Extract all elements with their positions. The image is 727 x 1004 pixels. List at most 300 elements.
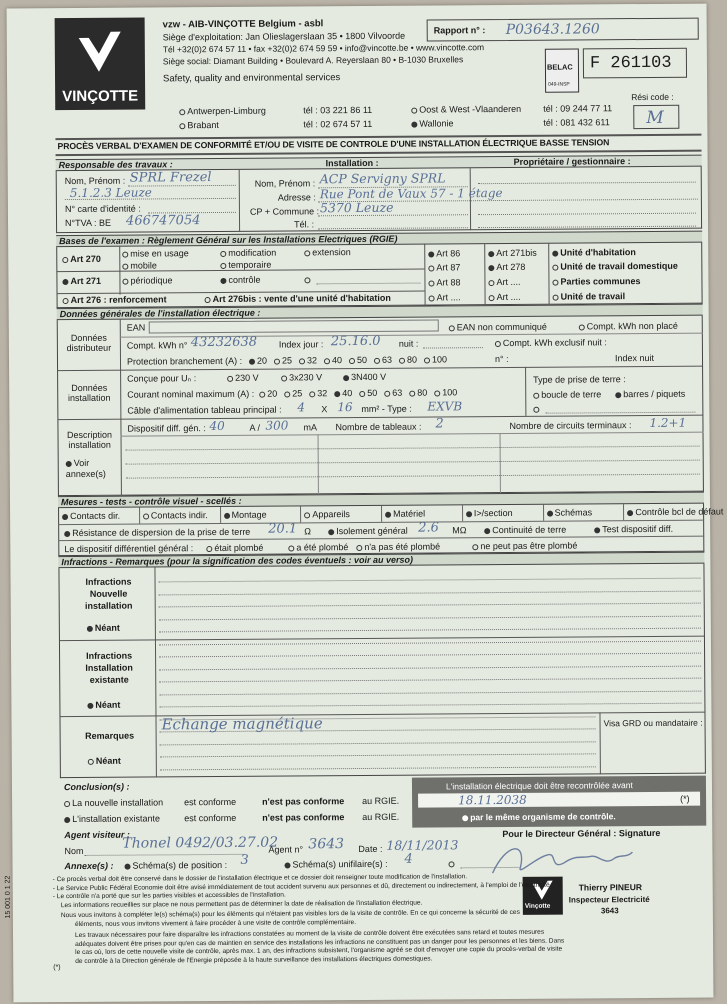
radio-icon (274, 359, 280, 365)
neant-label: Néant (95, 755, 121, 766)
office-name: Antwerpen-Limburg (187, 105, 266, 117)
bases-header: Bases de l'examen : Règlement Général sur les Installations Electriques (RGIE) (56, 231, 702, 248)
footer-line: adéquates doivent être prises pour qu'en cas de maintien en service des installations les infractions ne constituent pas un danger pour les personnes et les biens. Dans (75, 937, 565, 948)
nb-circuits-label: Nombre de circuits terminaux : (509, 420, 632, 431)
radio-checked-icon (552, 251, 558, 257)
form-number-box (583, 48, 687, 79)
radio-icon (553, 295, 559, 301)
radio-icon (281, 376, 287, 382)
installation-label: Installation : (325, 157, 379, 169)
mesure-item[interactable] (547, 507, 593, 518)
nuit-label: nuit : (398, 338, 419, 349)
infraction-line (159, 703, 701, 708)
footer-line: - Le Service Public Fédéral Economie doit être avisé immédiatement de tout accident survenu aux personnes et dû, directement ou indirectement, à l'emploi de l'électricité. (52, 881, 552, 892)
concl-existante-rgie: au RGIE. (362, 811, 400, 822)
protection-option-32[interactable] (299, 355, 317, 366)
art-other-2[interactable] (488, 277, 520, 288)
cable-n-value: 4 (297, 400, 306, 415)
inst-adresse-value: Rue Pont de Vaux 57 - 1 étage (319, 185, 503, 202)
mesure-item[interactable] (627, 506, 723, 518)
unite-hab-label: Unité d'habitation (560, 247, 636, 258)
resistance-option[interactable] (64, 527, 250, 539)
inst-cp-label: CP + Commune : (249, 206, 320, 217)
radio-checked-icon (627, 510, 633, 516)
recontrole-date-value: 18.11.2038 (458, 792, 527, 808)
mise-option[interactable] (122, 248, 189, 259)
inspector-stamp (521, 870, 653, 919)
footer-line: Nous vous invitons à compléter le(s) schéma(s) pour les éléments qui n'étaient pas visibles lors de la visite de contrôle. En ce qui concerne la sécurité de ces (60, 908, 520, 919)
disp-ma-unit: mA (303, 422, 318, 433)
unite-dom-option[interactable] (552, 261, 678, 273)
agent-nom-line (84, 854, 244, 856)
pas-plombe-label: n'a pas été plombé (364, 541, 441, 552)
schema-uni-label: Schéma(s) unifilaire(s) : (292, 858, 388, 870)
radio-icon (428, 280, 434, 286)
unite-dom-label: Unité de travail domestique (560, 260, 678, 272)
radio-icon (284, 391, 290, 397)
radio-icon (122, 264, 128, 270)
protection-option-20[interactable] (249, 356, 267, 367)
agent-num-label: Agent n° (268, 844, 304, 855)
inst-adresse-label: Adresse : (277, 192, 316, 203)
infr-existante-neant[interactable] (87, 700, 120, 711)
protection-value-label: 20 (256, 355, 268, 366)
resp-nom2-value: 5.1.2.3 Leuze (69, 185, 152, 201)
compt-value: 43232638 (190, 334, 258, 351)
radio-icon (227, 376, 233, 382)
company-tagline: Safety, quality and environmental services (162, 72, 341, 85)
radio-icon (304, 250, 310, 256)
boucle-label: boucle de terre (541, 389, 602, 400)
pas-plombe-option[interactable] (356, 541, 440, 553)
mesure-divider (623, 504, 624, 520)
index-nuit-label: Index nuit (614, 352, 655, 364)
mesure-item-label: Schémas (554, 507, 593, 518)
courant-value-label: 32 (317, 388, 328, 399)
radio-icon (288, 545, 294, 551)
mesure-item-label: Montage (231, 509, 267, 520)
recontrole-date-field[interactable] (418, 792, 700, 808)
infr-existante-label: Infractions Installation existante (85, 650, 133, 685)
art-dots-label: Art .... (496, 291, 521, 303)
infraction-line (159, 678, 701, 683)
rapport-box (427, 18, 699, 42)
cable-unit-label: mm² - Type : (361, 403, 412, 414)
protection-option-63[interactable] (374, 355, 392, 366)
infraction-line (160, 766, 596, 770)
radio-icon (424, 358, 430, 364)
footer-line: le cas où, lors de cette nouvelle visite de contrôle, après max. 1 an, des infractions subsistent, l'organisme agréé se doit d'envoyer une copie du procès-verbal de visite (75, 945, 563, 956)
mesure-item-label: Appareils (312, 509, 350, 520)
art271-option[interactable] (62, 276, 101, 287)
extension-option[interactable] (304, 247, 351, 258)
schema-pos-option[interactable] (124, 860, 227, 872)
cable-mm-value: 16 (337, 400, 353, 415)
test-disp-option[interactable] (594, 524, 673, 536)
unite-trav-option[interactable] (553, 291, 626, 303)
radio-checked-icon (488, 265, 494, 271)
office-name: Brabant (187, 119, 219, 131)
concl-nouvelle-label: La nouvelle installation (72, 797, 164, 809)
description-label: Description installation (66, 429, 113, 451)
compt-non-option[interactable] (579, 321, 678, 333)
rapport-label: Rapport n° : (433, 25, 486, 36)
nb-circuits-value: 1.2+1 (649, 415, 687, 430)
radio-checked-icon (615, 392, 621, 398)
mesure-item[interactable] (224, 510, 267, 521)
infraction-line (160, 753, 596, 757)
infraction-line (159, 590, 701, 595)
radio-checked-icon (125, 864, 131, 870)
office-name: Oost & West -Vlaanderen (419, 103, 522, 115)
art87-option[interactable] (428, 262, 460, 273)
cable-x-label: X (321, 404, 328, 415)
resistance-value: 20.1 (268, 521, 298, 537)
rapport-value: P03643.1260 (505, 21, 600, 38)
plombe-label: était plombé (214, 542, 264, 554)
courant-option-100[interactable] (434, 387, 457, 398)
infraction-line (159, 690, 701, 695)
resi-box (633, 105, 679, 129)
courant-option-20[interactable] (259, 389, 277, 400)
infraction-line (159, 603, 701, 608)
mesure-item-label: Matériel (393, 508, 426, 519)
company-address2: Siège social: Diamant Building • Boulevard A. Reyerslaan 80 • B-1030 Bruxelles (162, 54, 464, 67)
concl-nouvelle-pas-conforme: n'est pas conforme (262, 796, 345, 807)
ean-non-label: EAN non communiqué (456, 321, 547, 333)
boucle-option[interactable] (533, 389, 601, 400)
courant-option-50[interactable] (359, 388, 377, 399)
radio-icon (304, 277, 310, 283)
art-other-1[interactable] (429, 292, 461, 303)
belac-badge (545, 48, 579, 92)
meme-org-label: par le même organisme de contrôle. (470, 811, 616, 823)
ean-non-option[interactable] (449, 322, 547, 334)
courant-option-25[interactable] (284, 388, 302, 399)
index-jour-value: 25.16.0 (330, 333, 381, 350)
protection-option-80[interactable] (399, 355, 417, 366)
radio-checked-icon (249, 359, 255, 365)
voir-option[interactable] (66, 458, 120, 480)
concl-nouvelle-option[interactable] (64, 797, 163, 809)
mohm-unit: MΩ (452, 525, 467, 536)
periodique-option[interactable] (122, 275, 172, 286)
mesure-item[interactable] (466, 508, 513, 519)
radio-checked-icon (466, 511, 472, 517)
remarques-value: Echange magnétique (161, 714, 323, 734)
prise-other-option[interactable] (533, 404, 541, 415)
infraction-line (159, 615, 701, 620)
radio-icon (495, 341, 501, 347)
radio-icon (489, 295, 495, 301)
concue-label: Conçue pour Uₙ : (127, 373, 197, 384)
protection-option-50[interactable] (349, 355, 367, 366)
radio-checked-icon (62, 279, 68, 285)
neant-label: Néant (95, 699, 121, 710)
radio-icon (122, 279, 128, 285)
company-name: vzw - AIB-VINÇOTTE Belgium - asbl (162, 18, 324, 31)
courant-value-label: 20 (267, 388, 278, 399)
periodique-label: périodique (130, 275, 173, 286)
radio-icon (62, 257, 68, 263)
inst-tel-label: Tél. : (294, 219, 315, 230)
art-other-3[interactable] (489, 292, 521, 303)
radio-icon (359, 391, 365, 397)
disp-a-value: 40 (209, 418, 225, 434)
infr-nouvelle-label: Infractions Nouvelle installation (84, 576, 133, 611)
infraction-line (159, 665, 701, 670)
barres-option[interactable] (615, 389, 685, 400)
radio-icon (449, 861, 455, 867)
footer-line: éléments, nous vous invitons vivement à faire procéder à une visite de contrôle complémentaire. (74, 919, 357, 929)
controle-option[interactable] (220, 275, 260, 286)
art87-label: Art 87 (436, 262, 461, 273)
agent-header: Agent visiteur : (64, 829, 130, 841)
test-disp-label: Test dispositif diff. (602, 523, 674, 535)
radio-icon (220, 251, 226, 257)
donnees-header: Données générales de l'installation électrique : (57, 304, 703, 321)
protection-label: Protection branchement (A) : (126, 355, 243, 367)
radio-icon (220, 263, 226, 269)
protection-option-25[interactable] (274, 355, 292, 366)
continuite-label: Continuité de terre (492, 524, 567, 536)
courant-option-80[interactable] (409, 388, 427, 399)
concl-existante-option[interactable] (64, 813, 160, 825)
peut-pas-option[interactable] (472, 540, 577, 552)
art86-option[interactable] (428, 248, 460, 259)
radio-icon (299, 358, 305, 364)
concl-existante-label: L'installation existante (72, 813, 161, 825)
isolement-label: Isolement général (336, 525, 408, 537)
office-oost-west-tel: tél : 09 244 77 11 (543, 103, 613, 114)
mesure-item-label: I>/section (473, 507, 513, 519)
office-radio-icon (179, 109, 185, 115)
radio-checked-icon (488, 251, 494, 257)
radio-checked-icon (428, 251, 434, 257)
annexes-label: Annexe(s) : (64, 860, 114, 872)
temporaire-label: temporaire (228, 259, 272, 270)
art-dots-label: Art .... (436, 292, 461, 303)
visa-label: Visa GRD ou mandataire : (603, 717, 703, 729)
mesures-header: Mesures - tests - contrôle visuel - scellés : (58, 492, 704, 509)
resp-tva-value: 466747054 (125, 213, 201, 229)
stamp-num: 3643 (600, 906, 619, 916)
art276-option[interactable] (63, 294, 167, 306)
schema-pos-value: 3 (240, 852, 249, 868)
radio-checked-icon (224, 513, 230, 519)
radio-checked-icon (64, 817, 70, 823)
disp-ma-value: 300 (265, 418, 289, 433)
nb-tableaux-label: Nombre de tableaux : (335, 421, 422, 433)
courant-option-63[interactable] (384, 388, 402, 399)
inst-nom-value: ACP Servigny SPRL (319, 170, 446, 187)
radio-icon (428, 265, 434, 271)
art276bis-option[interactable] (205, 293, 391, 305)
art276bis-label: Art 276bis : vente d'une unité d'habitation (212, 292, 391, 305)
stamp-logo-text: Vinçotte (524, 902, 551, 910)
office-wallonie (411, 118, 453, 129)
agent-nom-label: Nom (64, 845, 84, 857)
footer-line: - Le contrôle n'a porté que sur les parties visibles et accessibles de l'installation. (52, 891, 286, 901)
protection-value-label: 63 (381, 354, 393, 365)
agent-date-label: Date : (358, 843, 383, 855)
distributeur-label: Données distributeur (66, 332, 112, 354)
v230-option[interactable] (227, 373, 259, 384)
mesure-item-label: Contacts indir. (150, 510, 208, 521)
mesure-item[interactable] (304, 509, 350, 520)
ean-field[interactable] (149, 319, 439, 333)
radio-checked-icon (64, 531, 70, 537)
radio-icon (488, 280, 494, 286)
radio-checked-icon (343, 375, 349, 381)
office-brabant-tel: tél : 02 674 57 11 (303, 118, 373, 130)
radio-checked-icon (594, 527, 600, 533)
meme-org-option[interactable] (462, 811, 616, 823)
radio-checked-icon (285, 862, 291, 868)
courant-option-32[interactable] (309, 388, 327, 399)
mobile-label: mobile (130, 260, 157, 271)
concl-existante-pas-conforme: n'est pas conforme (262, 812, 345, 823)
radio-checked-icon (220, 278, 226, 284)
barres-label: barres / piquets (623, 388, 686, 400)
radio-icon (472, 544, 478, 550)
dispositif-label: Dispositif diff. gén. : (127, 423, 206, 434)
concl-existante-conforme: est conforme (184, 812, 237, 824)
radio-icon (309, 391, 315, 397)
radio-icon (552, 265, 558, 271)
mise-label: mise en usage (130, 248, 189, 259)
infraction-line (159, 640, 701, 645)
dispositif-general-label: Le dispositif différentiel général : (64, 543, 194, 555)
directeur-label: Pour le Directeur Général : Signature (502, 827, 661, 840)
courant-value-label: 63 (392, 387, 403, 398)
infractions-header: Infractions - Remarques (pour la signification des codes éventuels : voir au verso) (58, 552, 704, 569)
controle-label: contrôle (228, 274, 261, 285)
footer-star-note: (*) (53, 964, 61, 972)
ete-plombe-option[interactable] (288, 542, 348, 553)
art88-option[interactable] (428, 277, 460, 288)
radio-icon (143, 513, 149, 519)
parties-comm-option[interactable] (552, 276, 640, 288)
protection-value-label: 32 (306, 355, 318, 366)
office-radio-icon (179, 123, 185, 129)
agent-date-value: 18/11/2013 (386, 837, 459, 853)
courant-value-label: 40 (342, 388, 353, 399)
protection-value-label: 40 (331, 355, 343, 366)
radio-icon (356, 545, 362, 551)
radio-checked-icon (334, 391, 340, 397)
temporaire-option[interactable] (220, 260, 271, 271)
v3x230-label: 3x230 V (289, 372, 323, 383)
art271bis-option[interactable] (488, 248, 537, 259)
vincotte-logo (55, 17, 146, 110)
courant-value-label: 25 (292, 388, 303, 399)
agent-num-value: 3643 (308, 836, 345, 853)
radio-icon (88, 759, 94, 765)
remarques-neant[interactable] (88, 756, 121, 767)
radio-checked-icon (328, 529, 334, 535)
infraction-line (160, 741, 596, 745)
company-address1: Siège d'exploitation: Jan Olieslagerslaan 35 • 1800 Vilvoorde (162, 30, 406, 43)
radio-icon (63, 298, 69, 304)
radio-icon (64, 801, 70, 807)
unite-trav-label: Unité de travail (560, 291, 626, 302)
office-antwerpen (179, 106, 266, 118)
footer-line: - Ce procès verbal doit être conservé dans le dossier de l'installation électrique et ce dossier doit renseigner toute modification de l'installation. (52, 873, 468, 884)
infraction-line (159, 628, 701, 633)
radio-checked-icon (484, 528, 490, 534)
art278-option[interactable] (488, 262, 525, 273)
plombe-option[interactable] (206, 543, 263, 554)
courant-label: Courant nominal maximum (A) : (127, 388, 255, 400)
art-dots-label: Art .... (496, 276, 521, 288)
footer-line: de contrôle à la Direction générale de l'Energie préposée à la haute surveillance des installations électriques domestiques. (75, 955, 433, 965)
logo-text: VINÇOTTE (62, 87, 139, 106)
n-label: n° : (494, 353, 509, 365)
mobile-option[interactable] (122, 260, 157, 271)
unite-hab-option[interactable] (552, 247, 636, 259)
disp-a-unit: A / (249, 422, 261, 433)
radio-icon (205, 297, 211, 303)
protection-option-100[interactable] (424, 354, 447, 365)
courant-option-40[interactable] (334, 388, 352, 399)
stamp-role: Inspecteur Electricité (568, 894, 650, 905)
modification-option[interactable] (220, 248, 276, 259)
annexe-other-option[interactable] (448, 858, 456, 869)
continuite-option[interactable] (484, 525, 566, 537)
mesure-item[interactable] (143, 510, 208, 521)
company-contact: Tél +32(0)2 674 57 11 • fax +32(0)2 674 59 59 • info@vincotte.be • www.vincotte.com (162, 42, 485, 55)
compt-non-label: Compt. kWh non placé (586, 320, 678, 332)
mesure-divider (462, 505, 463, 521)
infr-nouvelle-neant[interactable] (87, 623, 120, 634)
mesure-item[interactable] (385, 509, 425, 520)
mesure-divider (220, 507, 221, 523)
protection-value-label: 25 (281, 355, 293, 366)
stamp-name: Thierry PINEUR (578, 882, 643, 893)
schema-uni-option[interactable] (284, 859, 387, 871)
v3n400-option[interactable] (343, 372, 386, 383)
office-wallonie-tel: tél : 081 432 611 (543, 117, 610, 128)
form-number: F 261103 (589, 53, 672, 74)
other-option[interactable] (304, 274, 312, 285)
isolement-option[interactable] (328, 526, 408, 538)
compt-label: Compt. kWh n° (126, 340, 188, 351)
schema-pos-label: Schéma(s) de position : (132, 859, 228, 871)
radio-checked-icon (462, 815, 468, 821)
recontrole-box (412, 776, 706, 828)
recontrole-star: (*) (680, 793, 690, 804)
ean-label: EAN (126, 322, 146, 333)
mesure-item[interactable] (62, 511, 120, 522)
radio-icon (429, 295, 435, 301)
protection-value-label: 100 (431, 354, 448, 365)
mesure-divider (139, 508, 140, 524)
belac-sub: 049-INSP (548, 81, 570, 88)
v-check-icon (75, 28, 125, 78)
side-code: 15 001 0 1 22 (4, 875, 12, 919)
radio-icon (384, 391, 390, 397)
protection-option-40[interactable] (324, 355, 342, 366)
resi-value: M (646, 107, 664, 128)
art270-option[interactable] (62, 254, 101, 265)
mesure-divider (543, 505, 544, 521)
v3x230-option[interactable] (281, 372, 322, 383)
radio-icon (304, 512, 310, 518)
mesure-item-label: Contacts dir. (70, 510, 121, 522)
excl-nuit-option[interactable] (495, 337, 607, 349)
resp-nom-value: SPRL Frezel (129, 170, 212, 186)
